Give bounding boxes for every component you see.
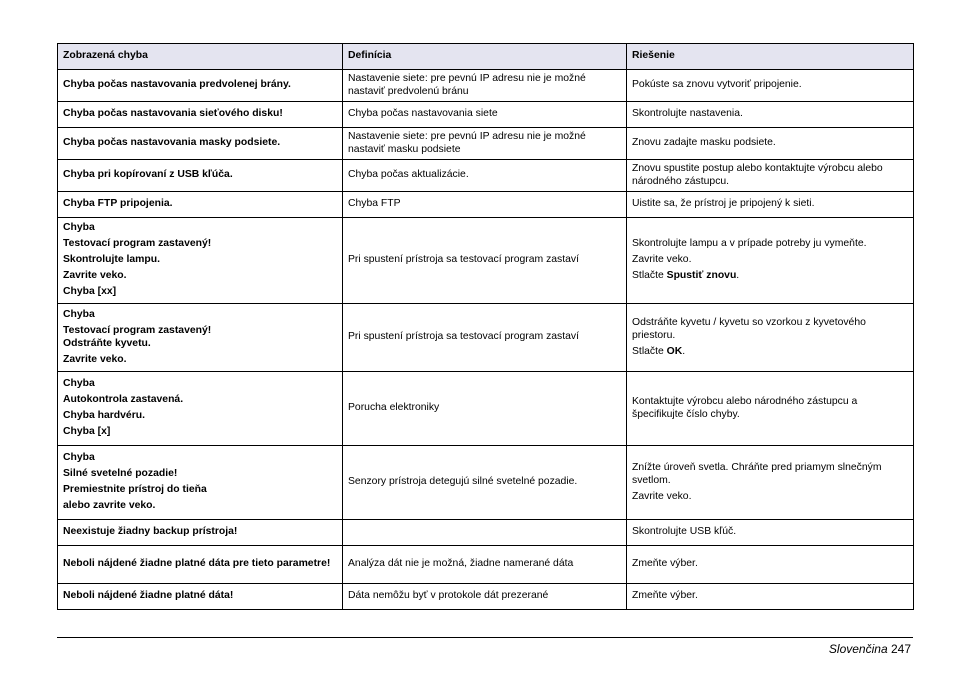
definition-cell: Dáta nemôžu byť v protokole dát prezerané <box>343 584 627 610</box>
page-footer <box>829 642 911 656</box>
solution-cell <box>627 128 914 160</box>
page-number: 247 <box>890 642 911 656</box>
error-message-line: Chyba [xx] <box>63 286 117 298</box>
error-message-cell <box>58 192 343 218</box>
solution-text: Zavrite veko. <box>632 254 692 266</box>
solution-line <box>632 198 908 211</box>
definition-cell: Porucha elektroniky <box>343 372 627 446</box>
solution-text: Znížte úroveň svetla. Chráňte pred priamym slnečným svetlom. <box>632 462 882 486</box>
definition-cell: Nastavenie siete: pre pevnú IP adresu nie je možné nastaviť predvolenú bránu <box>343 70 627 102</box>
definition-cell: Nastavenie siete: pre pevnú IP adresu nie je možné nastaviť masku podsiete <box>343 128 627 160</box>
error-message-cell <box>58 446 343 520</box>
solution-line <box>632 108 908 121</box>
error-message-line: Skontrolujte lampu. <box>63 254 160 266</box>
error-message-cell <box>58 546 343 584</box>
solution-text: Uistite sa, že prístroj je pripojený k sieti. <box>632 198 815 210</box>
error-message-line: Chyba [x] <box>63 426 111 438</box>
footer-language: Slovenčina <box>828 642 888 656</box>
error-message-line: Zavrite veko. <box>63 270 127 282</box>
solution-text: . <box>736 270 740 282</box>
solution-emphasis: OK <box>666 345 683 357</box>
definition-cell <box>343 520 627 546</box>
table-row <box>58 546 914 584</box>
solution-text: Znovu zadajte masku podsiete. <box>632 137 776 149</box>
error-message-line: Neboli nájdené žiadne platné dáta pre tieto parametre! <box>63 558 331 570</box>
solution-emphasis: Spustiť znovu <box>666 270 737 282</box>
column-header-displayed-error: Zobrazená chyba <box>58 44 343 70</box>
error-message-cell <box>58 102 343 128</box>
error-message-cell <box>58 128 343 160</box>
solution-line <box>632 163 908 188</box>
solution-cell <box>627 218 914 304</box>
error-message-cell <box>58 70 343 102</box>
solution-cell <box>627 102 914 128</box>
solution-line <box>632 137 908 150</box>
error-message-line: Chyba <box>63 378 95 390</box>
solution-text: Skontrolujte USB kľúč. <box>632 526 737 538</box>
error-message-line: Chyba počas nastavovania predvolenej brány. <box>63 79 291 91</box>
error-message-line: Chyba pri kopírovaní z USB kľúča. <box>63 169 233 181</box>
solution-cell <box>627 520 914 546</box>
table-row <box>58 446 914 520</box>
table-row <box>58 372 914 446</box>
solution-line <box>632 317 908 342</box>
solution-line <box>632 79 908 92</box>
table-row <box>58 218 914 304</box>
solution-text: Skontrolujte nastavenia. <box>632 108 743 120</box>
solution-text: Kontaktujte výrobcu alebo národného zástupcu a špecifikujte číslo chyby. <box>632 396 858 420</box>
table-header-row <box>58 44 914 70</box>
error-message-line: Chyba počas nastavovania masky podsiete. <box>63 137 281 149</box>
definition-cell: Analýza dát nie je možná, žiadne namerané dáta <box>343 546 627 584</box>
table-row <box>58 520 914 546</box>
solution-line <box>632 270 908 283</box>
error-table <box>57 43 914 610</box>
error-message-line: Chyba <box>63 222 95 234</box>
error-message-cell <box>58 304 343 372</box>
table-row <box>58 160 914 192</box>
solution-text: Znovu spustite postup alebo kontaktujte výrobcu alebo národného zástupcu. <box>632 163 883 187</box>
table-row <box>58 70 914 102</box>
definition-cell: Pri spustení prístroja sa testovací program zastaví <box>343 218 627 304</box>
error-message-cell <box>58 520 343 546</box>
solution-cell <box>627 192 914 218</box>
table-row <box>58 192 914 218</box>
definition-cell: Chyba FTP <box>343 192 627 218</box>
column-header-definition: Definícia <box>343 44 627 70</box>
solution-text: . <box>682 345 686 357</box>
error-message-line: Chyba počas nastavovania sieťového disku! <box>63 108 283 120</box>
solution-line <box>632 346 908 359</box>
solution-text: Stlačte <box>632 345 667 357</box>
definition-cell: Chyba počas aktualizácie. <box>343 160 627 192</box>
solution-cell <box>627 546 914 584</box>
solution-cell <box>627 304 914 372</box>
solution-text: Zmeňte výber. <box>632 558 698 570</box>
column-header-solution: Riešenie <box>627 44 914 70</box>
error-message-line: Chyba <box>63 452 95 464</box>
error-message-line: Neexistuje žiadny backup prístroja! <box>63 526 238 538</box>
solution-text: Skontrolujte lampu a v prípade potreby ju vymeňte. <box>632 238 867 250</box>
error-message-line: alebo zavrite veko. <box>63 500 156 512</box>
error-message-line: Chyba <box>63 309 95 320</box>
solution-line <box>632 462 908 487</box>
table-row <box>58 102 914 128</box>
solution-line <box>632 558 908 571</box>
error-message-cell <box>58 584 343 610</box>
error-message-line: Odstráňte kyvetu. <box>63 337 151 349</box>
definition-cell: Pri spustení prístroja sa testovací program zastaví <box>343 304 627 372</box>
error-message-cell <box>58 372 343 446</box>
solution-cell <box>627 70 914 102</box>
table-row <box>58 304 914 372</box>
table-row <box>58 128 914 160</box>
error-message-cell <box>58 218 343 304</box>
error-message-line: Neboli nájdené žiadne platné dáta! <box>63 590 234 602</box>
solution-cell <box>627 372 914 446</box>
solution-cell <box>627 446 914 520</box>
error-message-line: Chyba hardvéru. <box>63 410 145 422</box>
solution-text: Stlačte <box>632 270 667 282</box>
solution-cell <box>627 584 914 610</box>
solution-text: Pokúste sa znovu vytvoriť pripojenie. <box>632 79 802 91</box>
error-message-cell <box>58 160 343 192</box>
error-message-line: Chyba FTP pripojenia. <box>63 198 173 210</box>
definition-cell: Chyba počas nastavovania siete <box>343 102 627 128</box>
definition-cell: Senzory prístroja detegujú silné svetelné pozadie. <box>343 446 627 520</box>
solution-cell <box>627 160 914 192</box>
error-message-line: Autokontrola zastavená. <box>63 394 184 406</box>
solution-line <box>632 491 908 504</box>
error-message-line: Silné svetelné pozadie! <box>63 468 178 480</box>
solution-line <box>632 254 908 267</box>
error-message-line: Premiestnite prístroj do tieňa <box>63 484 207 496</box>
solution-line <box>632 396 908 421</box>
error-message-line: Testovací program zastavený! <box>63 238 212 250</box>
error-message-line: Zavrite veko. <box>63 353 127 365</box>
solution-text: Odstráňte kyvetu / kyvetu so vzorkou z kyvetového priestoru. <box>632 317 866 341</box>
solution-line <box>632 590 908 603</box>
solution-text: Zavrite veko. <box>632 490 692 502</box>
table-row <box>58 584 914 610</box>
footer-divider <box>57 637 913 638</box>
solution-line <box>632 238 908 251</box>
solution-line <box>632 526 908 539</box>
solution-text: Zmeňte výber. <box>632 590 698 602</box>
error-message-line: Testovací program zastavený! <box>63 325 212 336</box>
